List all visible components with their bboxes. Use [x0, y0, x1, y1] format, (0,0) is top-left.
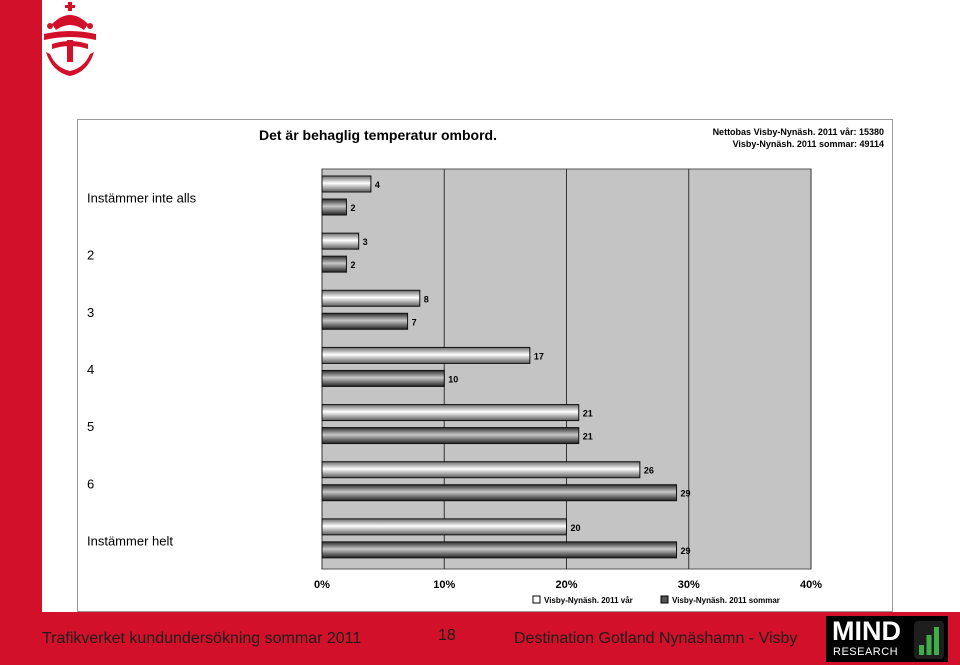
category-label: 6: [87, 476, 95, 492]
bar-var: [322, 176, 371, 192]
footer-survey-title: Trafikverket kundundersökning sommar 2011: [42, 630, 362, 647]
nettobas-line-2: Visby-Nynäsh. 2011 sommar: 49114: [732, 139, 884, 149]
bar-var: [322, 290, 420, 306]
footer-route-title: Destination Gotland Nynäshamn - Visby: [514, 630, 798, 647]
legend-label: Visby-Nynäsh. 2011 sommar: [672, 596, 780, 605]
bar-var: [322, 462, 640, 478]
bar-sommar: [322, 313, 408, 329]
trafikverket-crown-logo: [38, 0, 102, 80]
left-accent-bar: [0, 0, 42, 612]
chart-frame: [77, 119, 893, 612]
nettobas-line-1: Nettobas Visby-Nynäsh. 2011 vår: 15380: [712, 127, 884, 137]
data-label: 3: [362, 237, 368, 248]
bar-var: [322, 405, 579, 421]
bar-sommar: [322, 370, 444, 386]
category-label: 2: [87, 247, 95, 263]
bar-var: [322, 233, 359, 249]
page-number: 18: [438, 627, 456, 644]
category-label: Instämmer helt: [87, 533, 173, 549]
bar-sommar: [322, 428, 579, 444]
x-tick-label: 30%: [677, 579, 700, 591]
category-label: 5: [87, 419, 95, 435]
logo-bars-icon: [914, 621, 944, 659]
mind-research-logo: [826, 616, 948, 662]
data-label: 29: [680, 488, 691, 499]
bar-var: [322, 347, 530, 363]
logo-main-text: MIND: [832, 616, 901, 646]
category-label: 3: [87, 304, 95, 320]
data-label: 26: [643, 465, 654, 476]
data-label: 2: [350, 260, 356, 271]
bar-sommar: [322, 485, 677, 501]
data-label: 4: [374, 180, 380, 190]
bar-var: [322, 519, 567, 535]
category-label: Instämmer inte alls: [87, 190, 197, 206]
data-label: 8: [423, 294, 429, 305]
x-tick-label: 20%: [555, 579, 578, 591]
legend-swatch: [661, 596, 668, 603]
logo-sub-text: RESEARCH: [833, 646, 899, 658]
data-label: 29: [680, 545, 691, 556]
data-label: 17: [533, 351, 544, 362]
bar-sommar: [322, 542, 677, 558]
chart-title: Det är behaglig temperatur ombord.: [258, 127, 498, 143]
data-label: 2: [350, 203, 356, 213]
bar-sommar: [322, 199, 346, 215]
data-label: 7: [411, 317, 417, 328]
bar-chart: [78, 120, 892, 611]
category-label: 4: [87, 362, 95, 377]
bar-sommar: [322, 256, 346, 272]
data-label: 21: [582, 431, 593, 442]
x-tick-label: 40%: [799, 579, 823, 591]
data-label: 10: [448, 374, 459, 385]
x-tick-label: 10%: [433, 579, 456, 591]
legend-swatch: [533, 596, 540, 603]
x-tick-label: 0%: [314, 579, 330, 591]
data-label: 21: [582, 408, 593, 419]
legend-label: Visby-Nynäsh. 2011 vår: [544, 596, 633, 605]
data-label: 20: [570, 522, 581, 533]
